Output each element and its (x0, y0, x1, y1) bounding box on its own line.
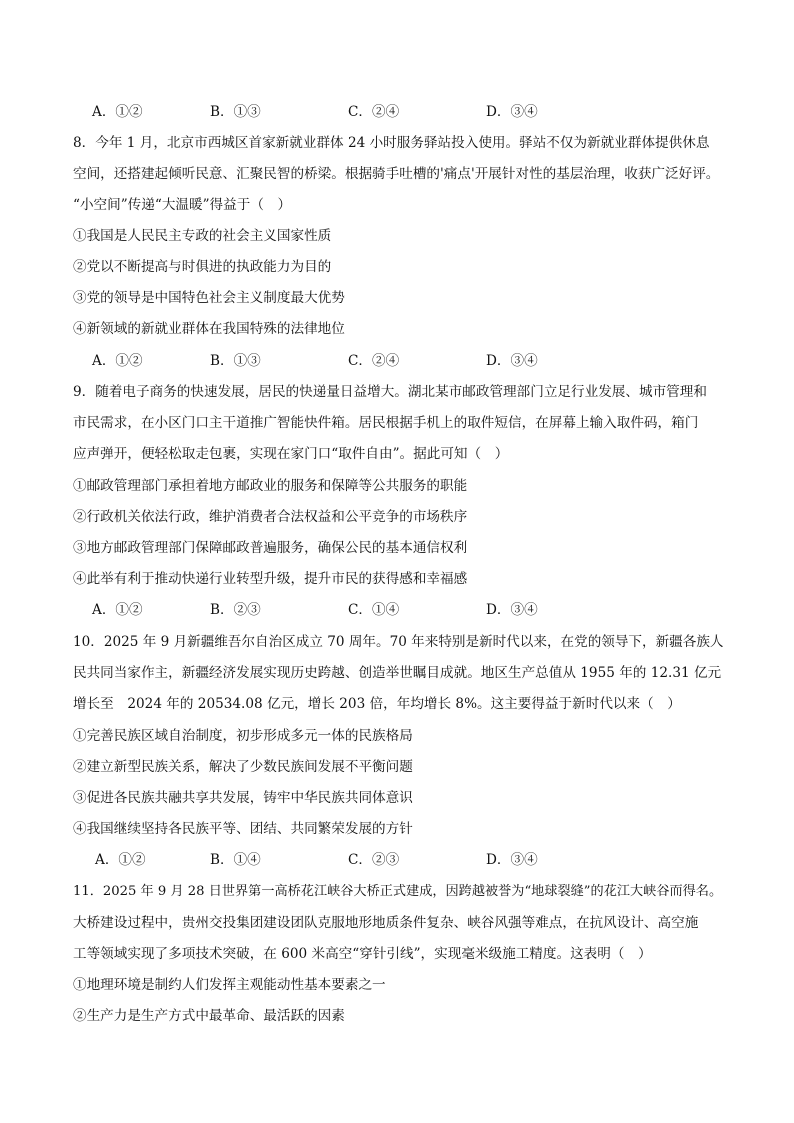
question-9-text-line-3: 应声弹开，便轻松取走包裹，实现在家门口“取件自由”。据此可知（ ） (73, 446, 509, 462)
option-b: B．①③ (210, 353, 261, 369)
option-c: C．②③ (348, 852, 400, 868)
question-9-text-line-2: 市民需求，在小区门口主干道推广智能快件箱。居民根据手机上的取件短信，在屏幕上输入取件码，箱门 (73, 415, 699, 431)
question-10-text-line-3: 增长至 2024 年的 20534.08 亿元，增长 203 倍，年均增长 8%。这主要得益于新时代以来（ ） (73, 696, 681, 712)
option-b: B．①③ (210, 104, 261, 120)
question-9-statement-3: ③地方邮政管理部门保障邮政普遍服务，确保公民的基本通信权利 (73, 540, 468, 556)
question-10-statement-4: ④我国继续坚持各民族平等、团结、共同繁荣发展的方针 (73, 821, 413, 837)
option-b: B．②③ (210, 602, 261, 618)
question-9-statement-4: ④此举有利于推动快递行业转型升级，提升市民的获得感和幸福感 (73, 571, 468, 587)
question-8-text-line-1: 8．今年 1 月，北京市西城区首家新就业群体 24 小时服务驿站投入使用。驿站不仅为新就业群体提供休息 (73, 135, 710, 151)
options-row-prev (92, 102, 732, 122)
question-10-statement-1: ①完善民族区域自治制度，初步形成多元一体的民族格局 (73, 728, 413, 744)
option-a: A．①② (92, 602, 143, 618)
question-8-statement-4: ④新领域的新就业群体在我国特殊的法律地位 (73, 321, 345, 337)
question-8-options (92, 351, 732, 371)
option-c: C．①④ (348, 602, 400, 618)
question-8-text-line-3: “小空间”传递“大温暖”得益于（ ） (73, 197, 292, 213)
question-11-statement-2: ②生产力是生产方式中最革命、最活跃的因素 (73, 1008, 345, 1024)
question-11-text-line-3: 工等领域实现了多项技术突破，在 600 米高空“穿针引线”，实现毫米级施工精度。这表明（ ） (73, 946, 652, 962)
question-8-statement-3: ③党的领导是中国特色社会主义制度最大优势 (73, 290, 345, 306)
option-a: A．①② (92, 353, 143, 369)
option-d: D．③④ (486, 602, 538, 618)
question-10-text-line-2: 民共同当家作主，新疆经济发展实现历史跨越、创造举世瞩目成就。地区生产总值从 1955 年的 12.31 亿元 (73, 665, 722, 681)
option-c: C．②④ (348, 104, 400, 120)
question-9-statement-2: ②行政机关依法行政，维护消费者合法权益和公平竞争的市场秩序 (73, 509, 468, 525)
question-11-statement-1: ①地理环境是制约人们发挥主观能动性基本要素之一 (73, 977, 386, 993)
question-8-text-line-2: 空间，还搭建起倾听民意、汇聚民智的桥梁。根据骑手吐槽的'痛点'开展针对性的基层治理，收获广泛好评。 (73, 166, 720, 182)
option-b: B．①④ (210, 852, 261, 868)
question-9-text-line-1: 9．随着电子商务的快速发展，居民的快递量日益增大。湖北某市邮政管理部门立足行业发展、城市管理和 (73, 384, 707, 400)
question-9-statement-1: ①邮政管理部门承担着地方邮政业的服务和保障等公共服务的职能 (73, 478, 468, 494)
option-d: D．③④ (486, 353, 538, 369)
question-11-text-line-2: 大桥建设过程中，贵州交投集团建设团队克服地形地质条件复杂、峡谷风强等难点，在抗风设计、高空施 (73, 915, 699, 931)
question-10-statement-3: ③促进各民族共融共享共发展，铸牢中华民族共同体意识 (73, 790, 413, 806)
option-d: D．③④ (486, 852, 538, 868)
question-10-text-line-1: 10．2025 年 9 月新疆维吾尔自治区成立 70 周年。70 年来特别是新时代以来，在党的领导下，新疆各族人 (73, 634, 724, 650)
option-a: A．①② (95, 852, 146, 868)
option-c: C．②④ (348, 353, 400, 369)
option-a: A．①② (92, 104, 143, 120)
question-10-statement-2: ②建立新型民族关系，解决了少数民族间发展不平衡问题 (73, 759, 413, 775)
question-8-statement-1: ①我国是人民民主专政的社会主义国家性质 (73, 228, 332, 244)
question-8-statement-2: ②党以不断提高与时俱进的执政能力为目的 (73, 259, 332, 275)
question-9-options (92, 600, 732, 620)
question-11-text-line-1: 11．2025 年 9 月 28 日世界第一高桥花江峡谷大桥正式建成，因跨越被誉为“地球裂缝”的花江大峡谷而得名。 (73, 884, 723, 899)
option-d: D．③④ (486, 104, 538, 120)
question-10-options (95, 850, 735, 870)
